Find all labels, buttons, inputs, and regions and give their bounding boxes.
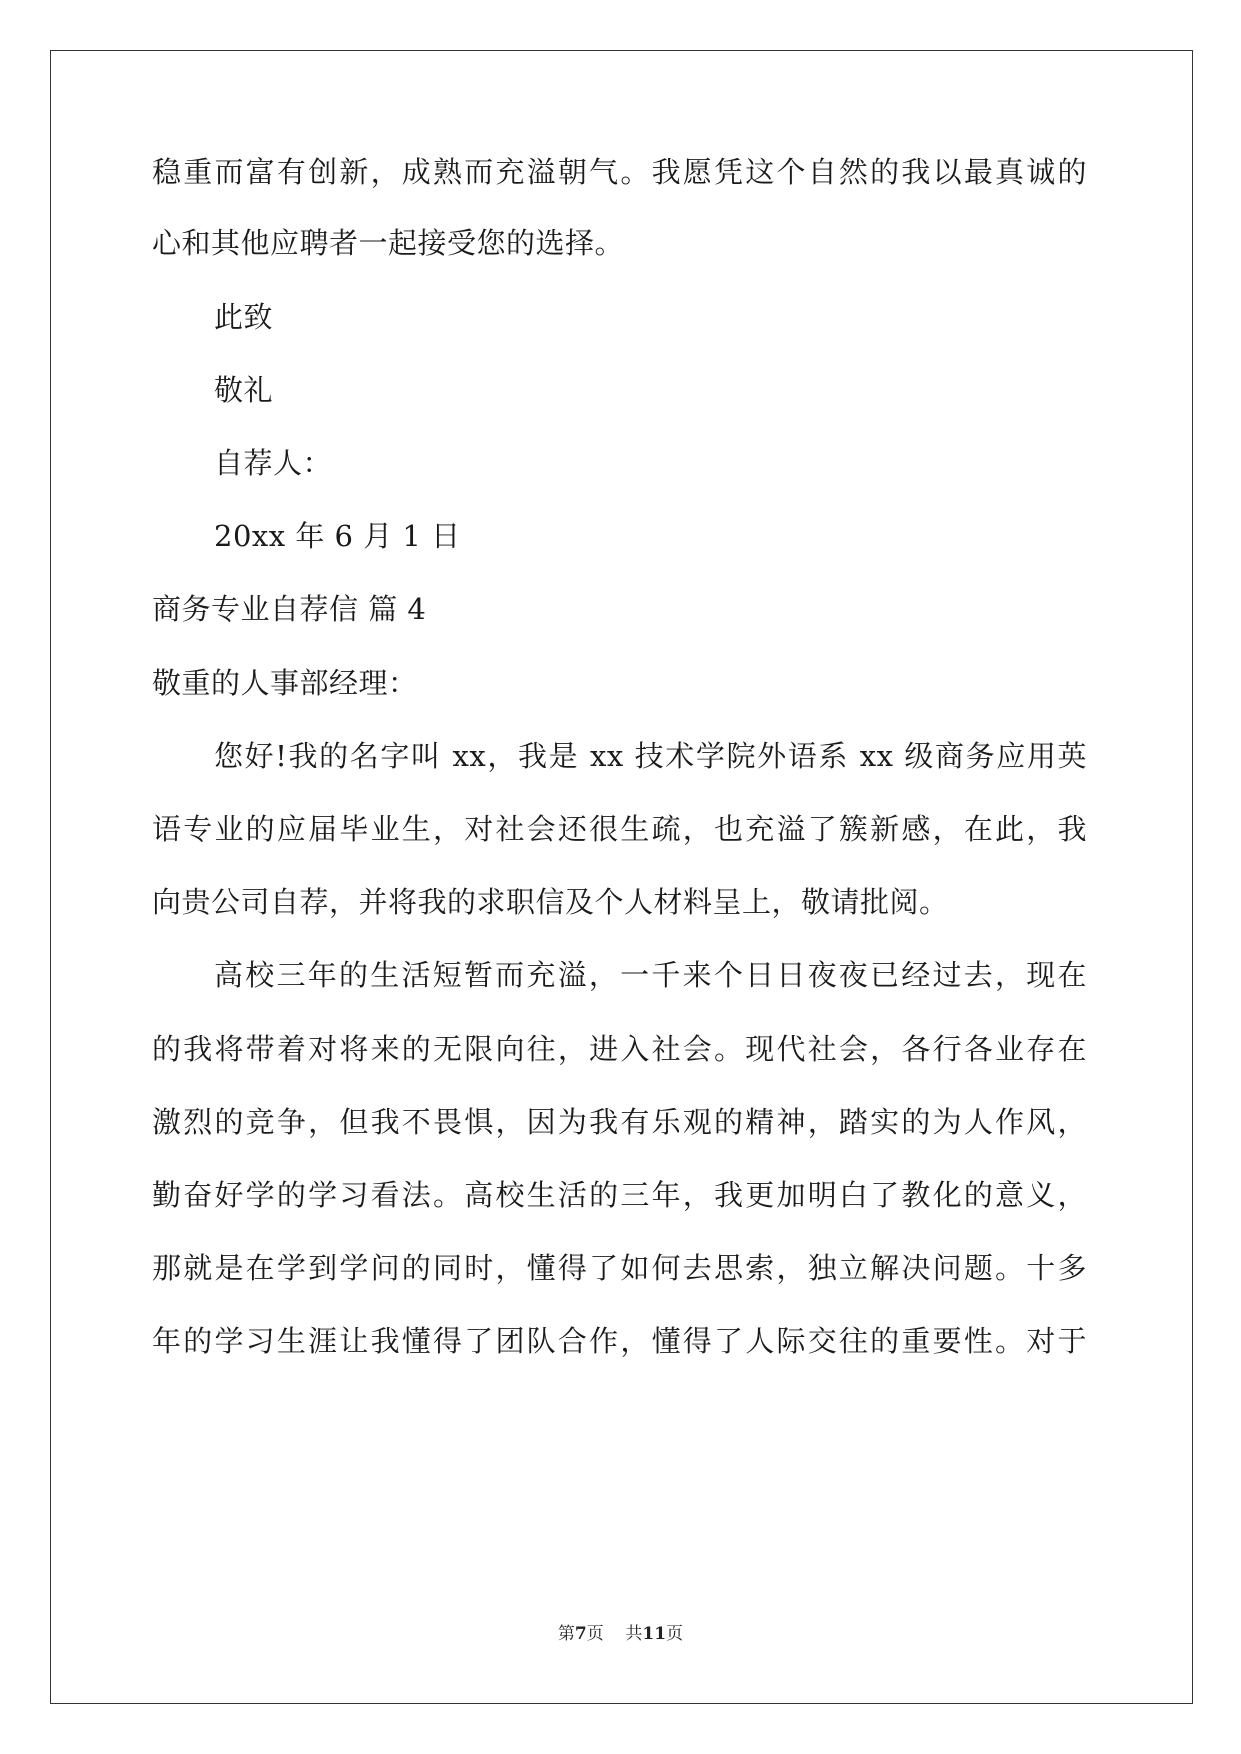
letter-date: 20xx 年 6 月 1 日 (214, 519, 461, 553)
closing-salutation: 此致 (214, 300, 274, 334)
body-line-7: 的我将带着对将来的无限向往，进入社会。现代社会，各行各业存在 (152, 1032, 1087, 1066)
body-line-5: 向贵公司自荐，并将我的求职信及个人材料呈上，敬请批阅。 (152, 885, 949, 919)
body-line-6: 高校三年的生活短暂而充溢，一千来个日日夜夜已经过去，现在 (214, 958, 1087, 992)
footer-current-page: 7 (574, 1624, 587, 1644)
footer-mid: 页 共 (586, 1624, 643, 1644)
closing-regards: 敬礼 (214, 373, 274, 407)
body-line-2: 心和其他应聘者一起接受您的选择。 (152, 226, 625, 260)
footer-prefix: 第 (557, 1624, 575, 1644)
signature-label: 自荐人： (214, 446, 333, 480)
body-line-11: 年的学习生涯让我懂得了团队合作，懂得了人际交往的重要性。对于 (152, 1324, 1087, 1358)
footer-total-pages: 11 (642, 1624, 667, 1644)
body-line-3: 您好!我的名字叫 xx，我是 xx 技术学院外语系 xx 级商务应用英 (214, 739, 1087, 773)
page-number-footer (0, 1622, 1241, 1646)
body-line-1: 稳重而富有创新，成熟而充溢朝气。我愿凭这个自然的我以最真诚的 (152, 155, 1087, 189)
body-line-10: 那就是在学到学问的同时，懂得了如何去思索，独立解决问题。十多 (152, 1251, 1087, 1285)
section-title: 商务专业自荐信 篇 4 (152, 592, 427, 626)
body-line-9: 勤奋好学的学习看法。高校生活的三年，我更加明白了教化的意义， (152, 1178, 1087, 1212)
body-line-4: 语专业的应届毕业生，对社会还很生疏，也充溢了簇新感，在此，我 (152, 812, 1087, 846)
greeting: 敬重的人事部经理： (152, 666, 418, 700)
body-line-8: 激烈的竞争，但我不畏惧，因为我有乐观的精神，踏实的为人作风， (152, 1105, 1087, 1139)
footer-suffix: 页 (666, 1624, 684, 1644)
